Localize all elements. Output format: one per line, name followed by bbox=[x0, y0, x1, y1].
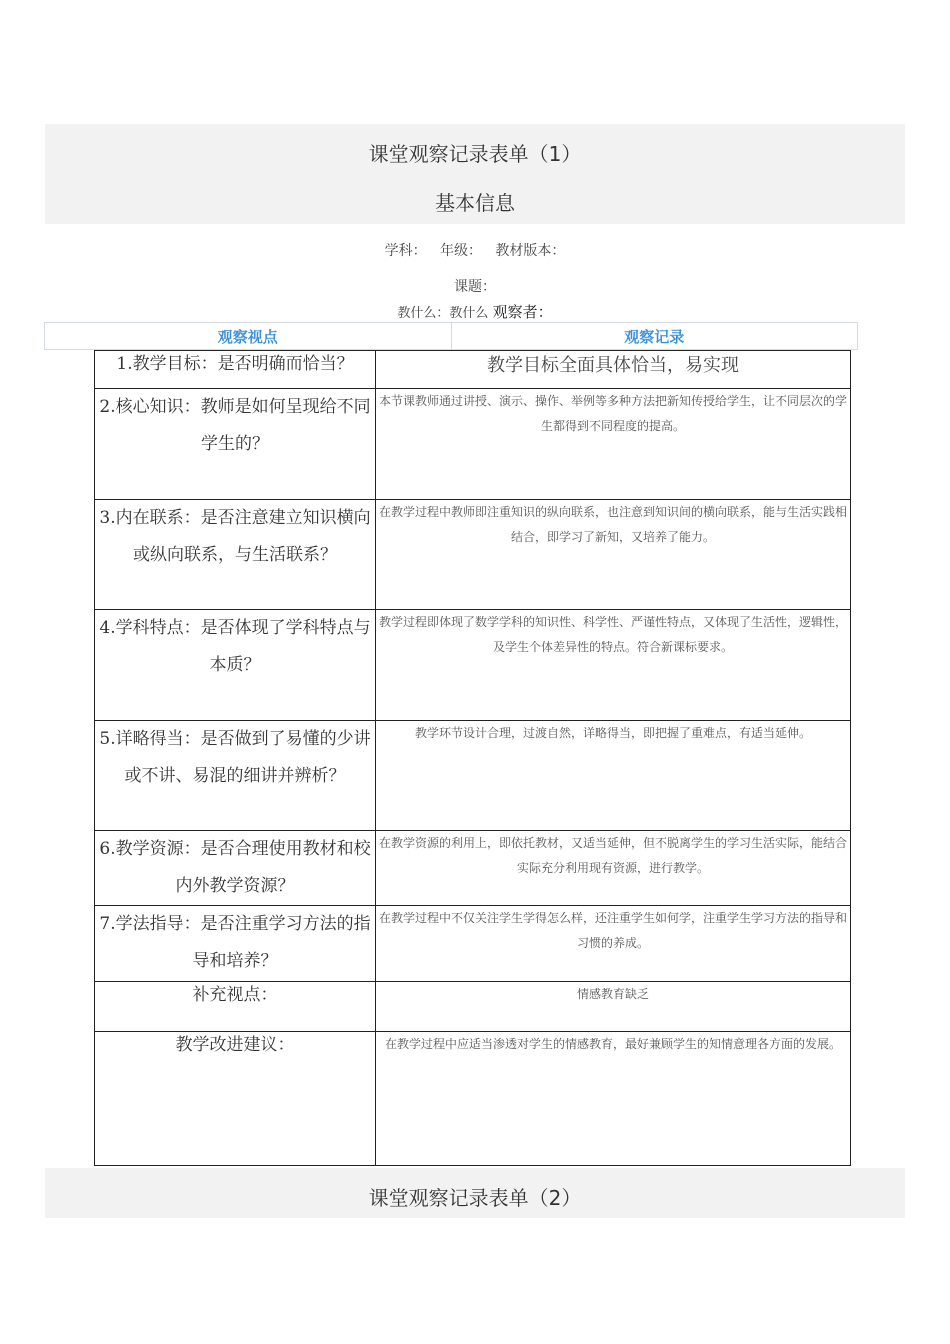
observer-label: 观察者： bbox=[492, 303, 553, 321]
basic-info-line2: 课题： bbox=[454, 279, 496, 295]
form1-title: 课堂观察记录表单（1） bbox=[368, 142, 582, 166]
table-row bbox=[95, 389, 851, 500]
form1-header-band bbox=[45, 124, 905, 224]
record-cell: 在教学过程中教师即注重知识的纵向联系，也注意到知识间的横向联系，能与生活实践相结合，即学习了新知，又培养了能力。 bbox=[376, 500, 851, 610]
table-row bbox=[95, 831, 851, 906]
viewpoint-cell: 5.详略得当：是否做到了易懂的少讲或不讲、易混的细讲并辨析？ bbox=[95, 721, 376, 831]
record-cell: 本节课教师通过讲授、演示、操作、举例等多种方法把新知传授给学生，让不同层次的学生都得到不同程度的提高。 bbox=[376, 389, 851, 500]
record-cell: 教学目标全面具体恰当，易实现 bbox=[376, 351, 851, 389]
table-row bbox=[95, 610, 851, 721]
record-cell: 在教学过程中应适当渗透对学生的情感教育，最好兼顾学生的知情意理各方面的发展。 bbox=[376, 1032, 851, 1166]
viewpoint-cell: 教学改进建议： bbox=[95, 1032, 376, 1166]
record-cell: 在教学资源的利用上，即依托教材，又适当延伸，但不脱离学生的学习生活实际，能结合实际充分利用现有资源，进行教学。 bbox=[376, 831, 851, 906]
viewpoint-cell: 2.核心知识：教师是如何呈现给不同学生的？ bbox=[95, 389, 376, 500]
basic-info-line1: 学科： 年级： 教材版本： bbox=[384, 243, 566, 259]
header-record: 观察记录 bbox=[452, 322, 859, 350]
table-row bbox=[95, 721, 851, 831]
viewpoint-cell: 补充视点： bbox=[95, 982, 376, 1032]
table-row bbox=[95, 906, 851, 982]
record-cell: 教学过程即体现了数学学科的知识性、科学性、严谨性特点，又体现了生活性，逻辑性，及学生个体差异性的特点。符合新课标要求。 bbox=[376, 610, 851, 721]
table-row bbox=[95, 982, 851, 1032]
viewpoint-cell: 4.学科特点：是否体现了学科特点与本质？ bbox=[95, 610, 376, 721]
table-row bbox=[95, 1032, 851, 1166]
viewpoint-cell: 1.教学目标：是否明确而恰当？ bbox=[95, 351, 376, 389]
viewpoint-cell: 6.教学资源：是否合理使用教材和校内外教学资源？ bbox=[95, 831, 376, 906]
viewpoint-cell: 3.内在联系：是否注意建立知识横向或纵向联系，与生活联系？ bbox=[95, 500, 376, 610]
table-row bbox=[95, 351, 851, 389]
observation-table bbox=[94, 350, 851, 1166]
record-cell: 在教学过程中不仅关注学生学得怎么样，还注重学生如何学，注重学生学习方法的指导和习惯的养成。 bbox=[376, 906, 851, 982]
header-viewpoint: 观察视点 bbox=[44, 322, 452, 350]
teach-what-label: 教什么：教什么 bbox=[397, 306, 493, 321]
viewpoint-cell: 7.学法指导：是否注重学习方法的指导和培养？ bbox=[95, 906, 376, 982]
table-row bbox=[95, 500, 851, 610]
record-cell: 情感教育缺乏 bbox=[376, 982, 851, 1032]
record-cell: 教学环节设计合理，过渡自然，详略得当，即把握了重难点，有适当延伸。 bbox=[376, 721, 851, 831]
basic-info-line3 bbox=[0, 301, 950, 322]
observation-table-header bbox=[44, 322, 858, 350]
form2-title: 课堂观察记录表单（2） bbox=[368, 1186, 582, 1210]
form1-subtitle: 基本信息 bbox=[435, 191, 515, 215]
form2-header-band bbox=[45, 1168, 905, 1218]
